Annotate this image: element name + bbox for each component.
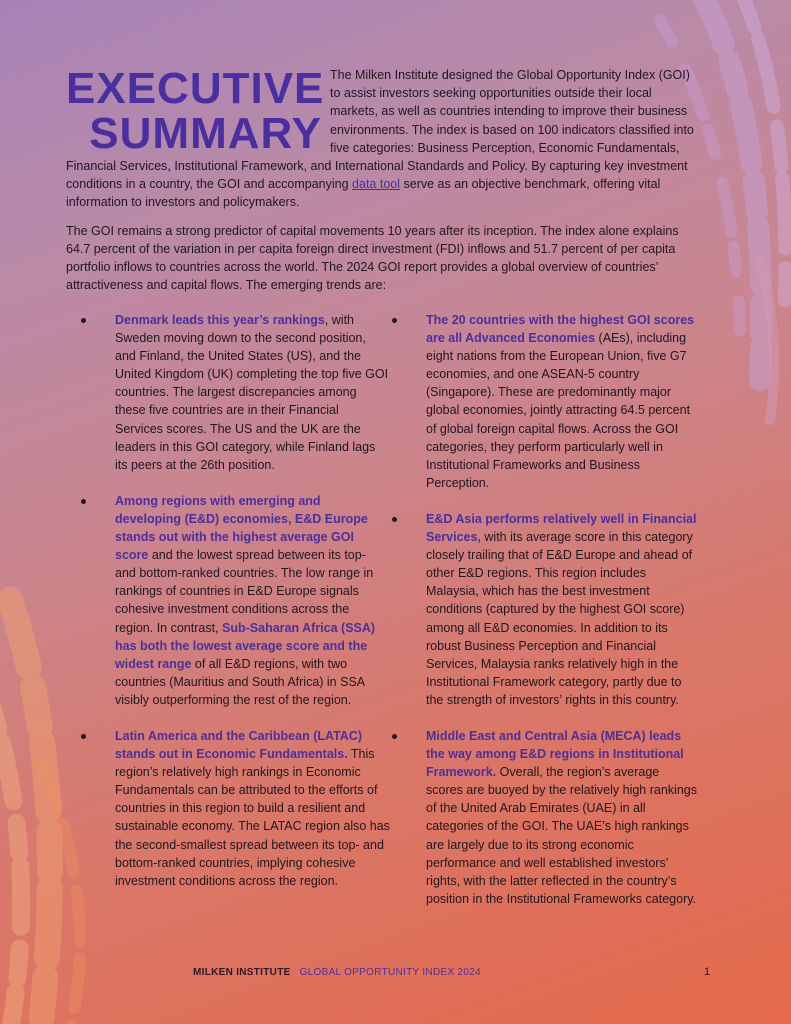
bullet-highlight: Denmark leads this year’s rankings bbox=[115, 313, 325, 327]
bullet-dot-icon bbox=[392, 318, 397, 323]
footer-index-title: GLOBAL OPPORTUNITY INDEX 2024 bbox=[299, 967, 481, 978]
executive-summary-title bbox=[66, 64, 325, 158]
bullet-text: , with Sweden moving down to the second position, and Finland, the United States (US), and the United Kingdom (UK) completing the top five GOI countries. The largest discrepancies among these five countries are in their Financial Services scores. The US and the UK are the leaders in this GOI category, while Finland lags its peers at the 26th position. bbox=[115, 313, 389, 472]
bullet-dot-icon bbox=[81, 318, 86, 323]
bullet-denmark bbox=[98, 311, 390, 474]
footer-brand: MILKEN INSTITUTE bbox=[193, 967, 291, 978]
bullet-highlight: The 20 countries with the highest GOI scores are all Advanced Economies bbox=[426, 313, 695, 346]
data-tool-link[interactable]: data tool bbox=[352, 177, 401, 192]
bullet-text: with its average score in this category closely trailing that of E&D Europe and ahead of other E&D regions. This region includes Malaysia, which has the best investment conditions (captured by the highest GOI score) among all E&D economies. In addition to its robust Business Perception and Financial Services, Malaysia ranks relatively high in the Institutional Framework category, partly due to the strength of investors’ rights in this country. bbox=[426, 530, 693, 707]
left-column bbox=[98, 311, 390, 908]
bullet-highlight-ssa: Sub-Saharan Africa (SSA) has both the lowest average score and the widest range bbox=[115, 620, 376, 671]
bullet-text: Overall, the region’s average scores are buoyed by the relatively high rankings of the United Arab Emirates (UAE) in all categories of the GOI. The UAE’s high rankings are largely due to its strong economic performance and well established investors’ rights, with the latter reflected in the country’s position in the Institutional Frameworks category. bbox=[426, 765, 697, 906]
page-footer bbox=[193, 967, 481, 978]
bullet-text: This region’s relatively high rankings in Economic Fundamentals can be attributed to the efforts of countries in this region to build a resilient and sustainable economy. The LATAC region also has the second-smallest spread between its top- and bottom-ranked countries, implying cohesive investment conditions across the region. bbox=[115, 747, 390, 888]
bullet-text: and the lowest spread between its top- and bottom-ranked countries. The low range in rankings of countries in E&D Europe signals cohesive investment conditions across the region. In contrast, bbox=[115, 548, 374, 635]
bullet-text: (AEs), including eight nations from the European Union, five G7 economies, and one ASEAN-5 country (Singapore). These are predominantly major global economies, jointly attracting 64.5 percent of global foreign capital flows. Across the GOI categories, they perform particularly well in Institutional Frameworks and Business Perception. bbox=[426, 331, 691, 490]
bullet-ed-asia bbox=[409, 510, 699, 709]
right-column bbox=[409, 311, 699, 926]
predictor-paragraph: The GOI remains a strong predictor of capital movements 10 years after its inception. The index alone explains 64.7 percent of the variation in per capita foreign direct investment (FDI) inflows and 51.7 percent of per capita portfolio inflows to countries across the world. The 2024 GOI report provides a global overview of countries’ attractiveness and capital flows. The emerging trends are: bbox=[66, 223, 679, 293]
bullet-dot-icon bbox=[81, 499, 86, 504]
bullet-dot-icon bbox=[392, 734, 397, 739]
intro-text-end: serve as an objective benchmark, offering vital information to investors and policymakers. bbox=[66, 177, 661, 210]
bullet-meca bbox=[409, 727, 699, 908]
title-line-2: SUMMARY bbox=[89, 109, 322, 158]
page-number: 1 bbox=[704, 966, 711, 978]
bullet-advanced-economies bbox=[409, 311, 699, 492]
bullet-dot-icon bbox=[392, 517, 397, 522]
bullet-dot-icon bbox=[81, 734, 86, 739]
bullet-highlight: E&D Asia performs relatively well in Financial Services, bbox=[426, 511, 697, 545]
bullet-latac bbox=[98, 727, 390, 890]
bullet-highlight: Latin America and the Caribbean (LATAC) stands out in Economic Fundamentals. bbox=[115, 728, 363, 762]
bullet-text-2: of all E&D regions, with two countries (Mauritius and South Africa) in SSA visibly outperforming the rest of the region. bbox=[115, 656, 365, 707]
title-line-1: EXECUTIVE bbox=[66, 64, 325, 113]
bullet-highlight: Among regions with emerging and developing (E&D) economies, E&D Europe stands out with the highest average GOI score bbox=[115, 493, 368, 563]
page-content bbox=[66, 64, 700, 906]
intro-text-start: The Milken Institute designed the Global Opportunity Index (GOI) to assist investors seeking opportunities outside their local markets, as well as countries intending to improve their business environments. The index is based on 100 indicators classified into five categories: Business Perception, Economic Fundamentals, Financial Services, Institutional Framework, and International Standards and Policy. By capturing key investment conditions in a country, the GOI and accompanying bbox=[66, 68, 694, 192]
bullet-ed-europe bbox=[98, 492, 390, 709]
bullet-highlight: Middle East and Central Asia (MECA) leads the way among E&D regions in Institutional Framework. bbox=[426, 728, 684, 780]
